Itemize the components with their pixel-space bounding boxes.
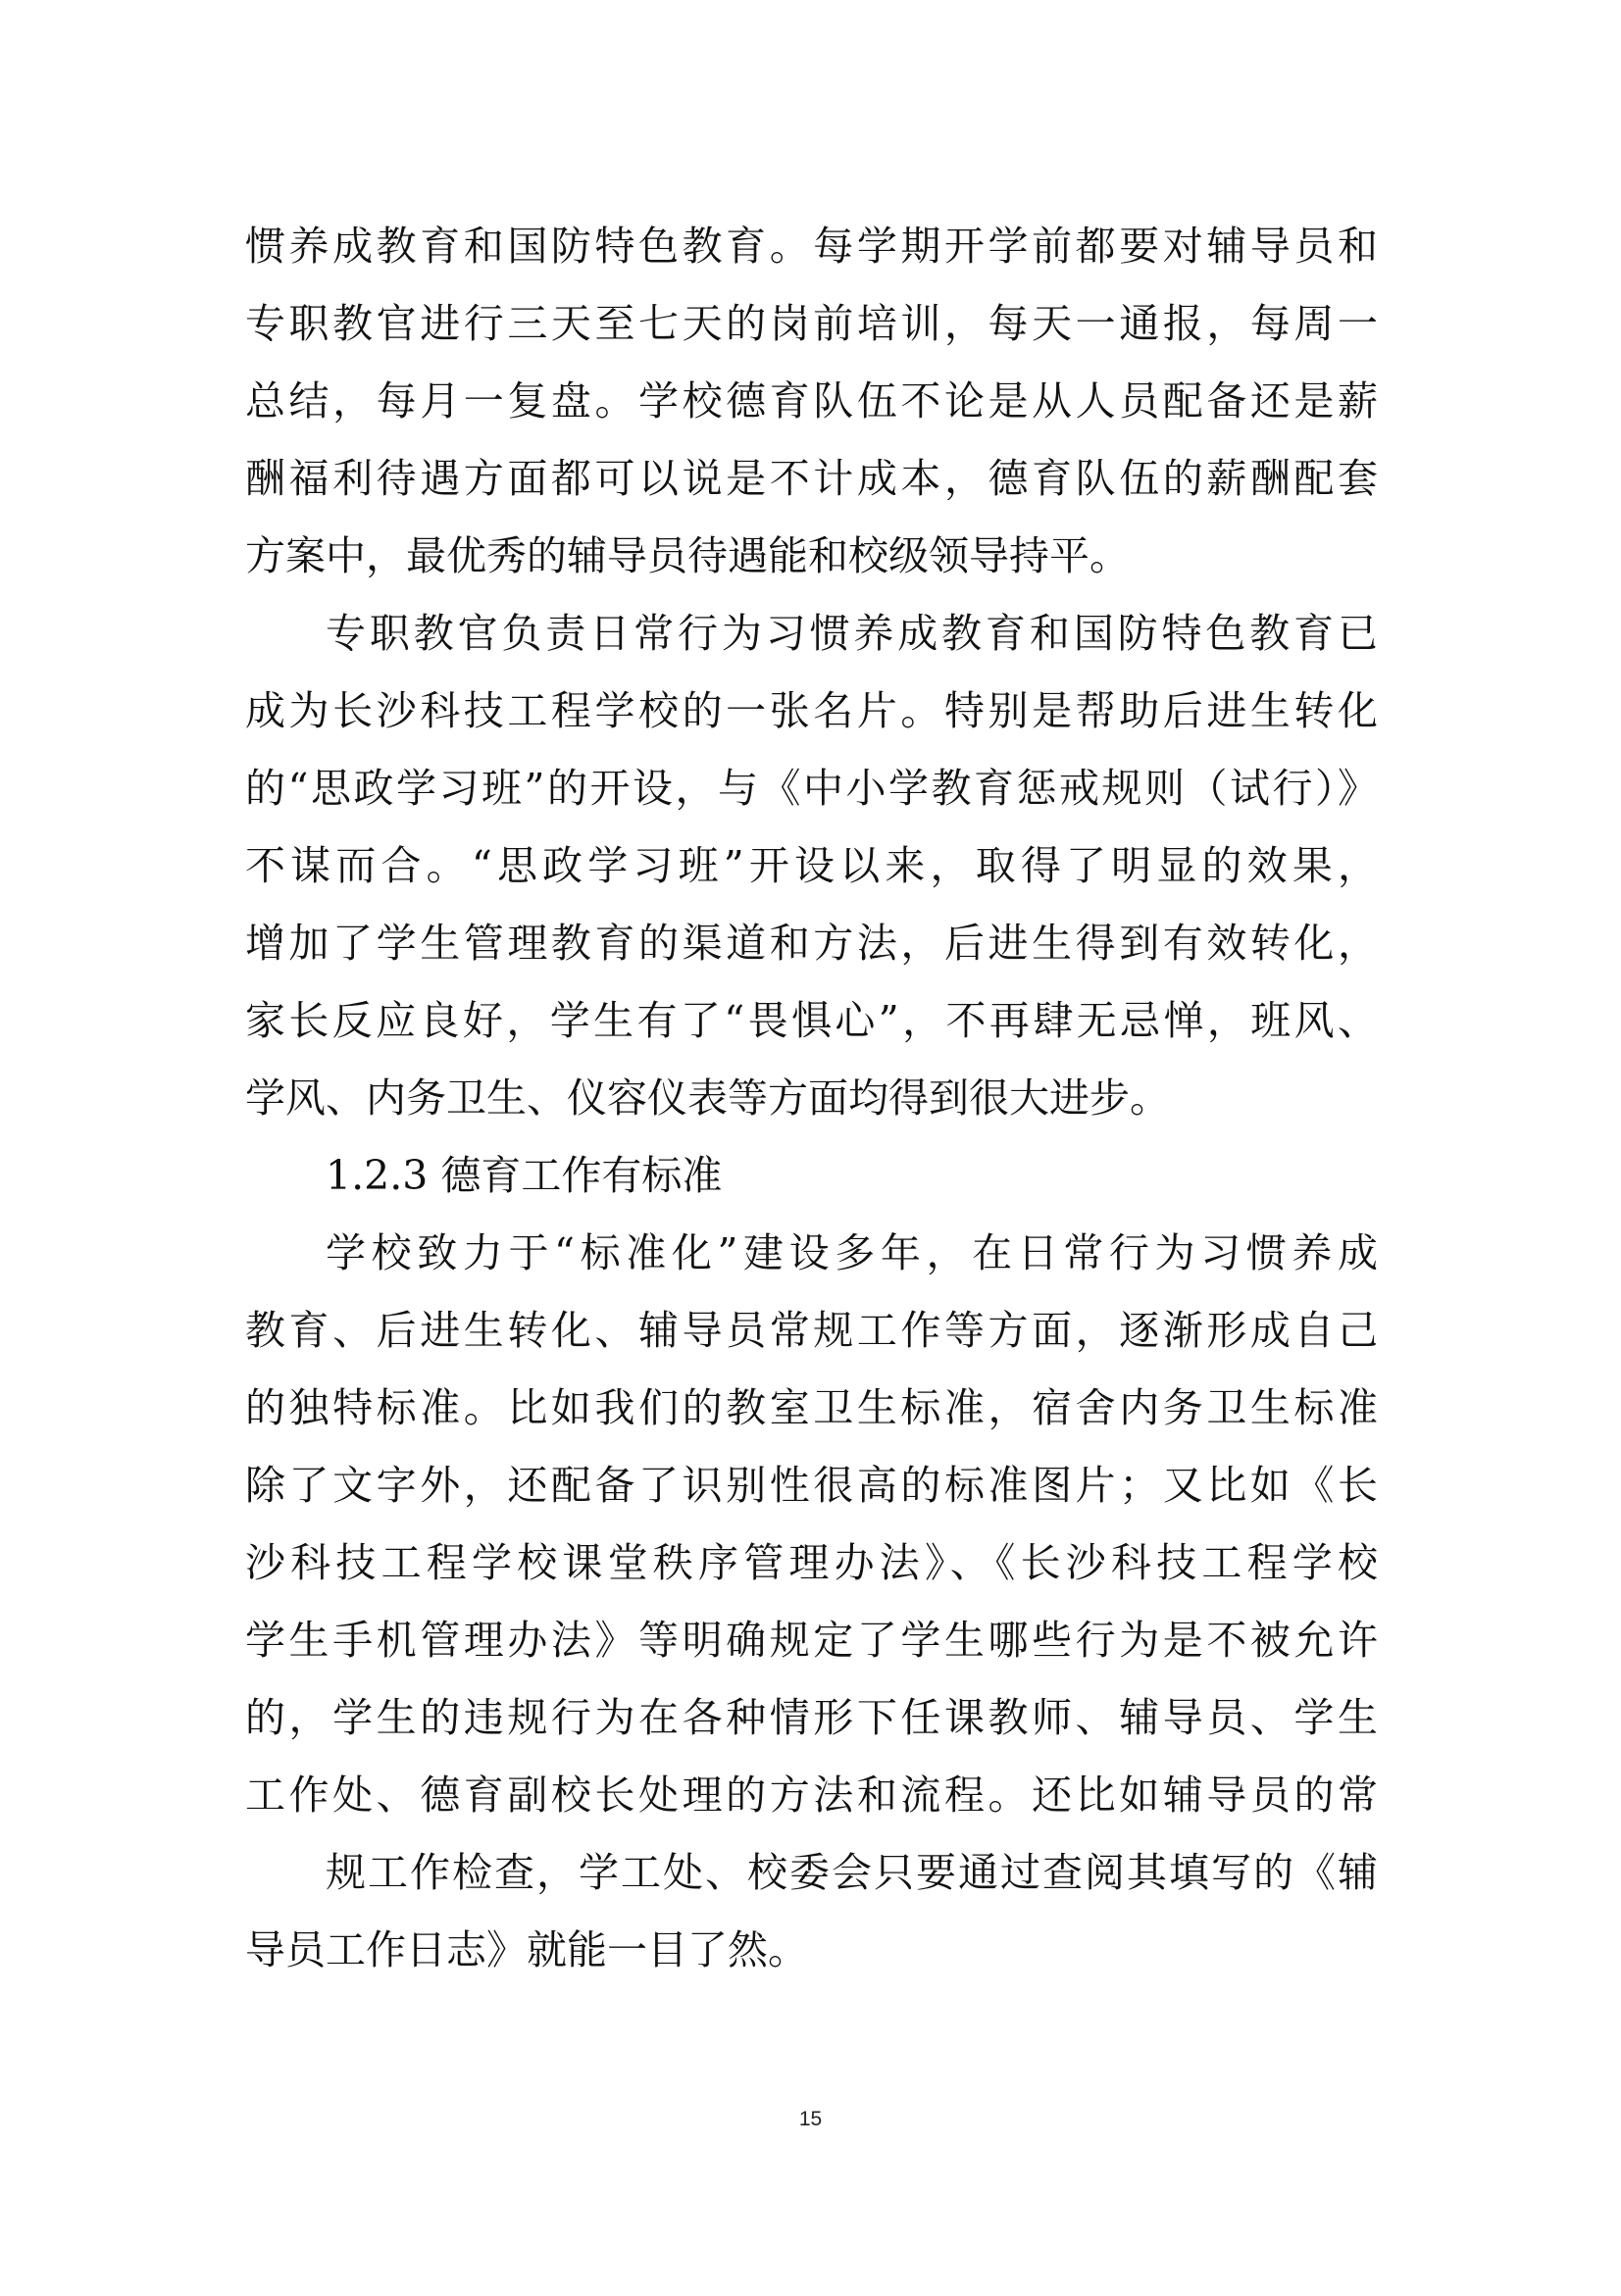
text-line: 的，学生的违规行为在各种情形下任课教师、辅导员、学生 — [245, 1694, 1378, 1741]
body-text — [245, 208, 1378, 1989]
text-line: 规工作检查，学工处、校委会只要通过查阅其填写的《辅 — [326, 1849, 1378, 1896]
text-line: 惯养成教育和国防特色教育。每学期开学前都要对辅导员和 — [245, 223, 1378, 270]
text-line: 学生手机管理办法》等明确规定了学生哪些行为是不被允许 — [245, 1617, 1378, 1664]
text-line: 除了文字外，还配备了识别性很高的标准图片；又比如《长 — [245, 1462, 1378, 1509]
page-number: 15 — [798, 2108, 823, 2130]
text-line: 工作处、德育副校长处理的方法和流程。还比如辅导员的常 — [245, 1772, 1378, 1819]
text-line: 成为长沙科技工程学校的一张名片。特别是帮助后进生转化 — [245, 687, 1378, 734]
section-heading: 1.2.3 德育工作有标准 — [326, 1152, 723, 1199]
text-line: 专职教官进行三天至七天的岗前培训，每天一通报，每周一 — [245, 300, 1378, 347]
text-line: 的独特标准。比如我们的教室卫生标准，宿舍内务卫生标准 — [245, 1384, 1378, 1431]
text-line: 沙科技工程学校课堂秩序管理办法》、《长沙科技工程学校 — [245, 1539, 1378, 1586]
text-line: 学风、内务卫生、仪容仪表等方面均得到很大进步。 — [245, 1074, 1170, 1122]
text-line: 导员工作日志》就能一目了然。 — [245, 1926, 808, 1973]
text-line: 学校致力于“标准化”建设多年，在日常行为习惯养成 — [326, 1229, 1378, 1276]
text-line: 方案中，最优秀的辅导员待遇能和校级领导持平。 — [245, 532, 1130, 579]
text-line: 家长反应良好，学生有了“畏惧心”，不再肆无忌惮，班风、 — [245, 997, 1378, 1044]
text-line: 增加了学生管理教育的渠道和方法，后进生得到有效转化， — [245, 920, 1378, 967]
text-line: 不谋而合。“思政学习班”开设以来，取得了明显的效果， — [245, 842, 1378, 889]
text-line: 专职教官负责日常行为习惯养成教育和国防特色教育已 — [326, 610, 1378, 657]
text-line: 的“思政学习班”的开设，与《中小学教育惩戒规则（试行）》 — [245, 765, 1378, 812]
text-line: 酬福利待遇方面都可以说是不计成本，德育队伍的薪酬配套 — [245, 455, 1378, 502]
text-line: 总结，每月一复盘。学校德育队伍不论是从人员配备还是薪 — [245, 377, 1378, 424]
text-line: 教育、后进生转化、辅导员常规工作等方面，逐渐形成自己 — [245, 1307, 1378, 1354]
